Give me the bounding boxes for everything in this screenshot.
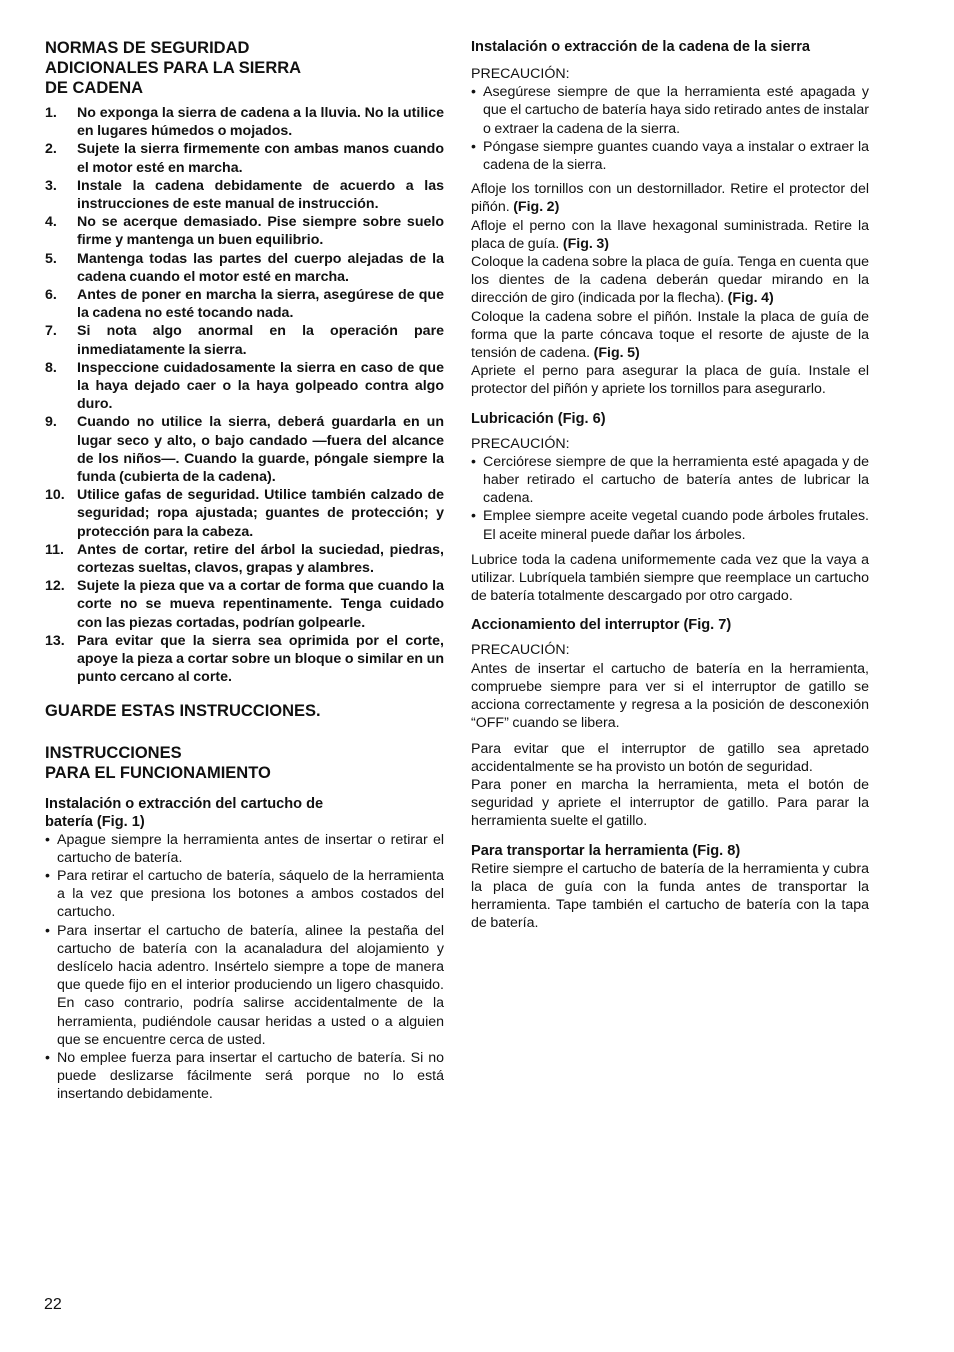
- bullet-dot: •: [45, 867, 50, 884]
- list-item: [45, 922, 444, 1049]
- item-number: 9.: [45, 414, 57, 431]
- chain-paragraph: Apriete el perno para asegurar la placa de guía. Instale el protector del piñón y apriete los tornillos para asegurarlo.: [471, 363, 869, 398]
- item-number: 2.: [45, 141, 57, 158]
- safety-heading: [45, 38, 444, 98]
- bullet-text: Emplee siempre aceite vegetal cuando pode árboles frutales. El aceite mineral puede dañar los árboles.: [483, 508, 869, 543]
- item-text: Cuando no utilice la sierra, deberá guardarla en un lugar seco y alto, o bajo candado —fuera del alcance de los niños—. Cuando la guarde, póngale siempre la funda (cubierta de la cadena).: [77, 414, 444, 486]
- switch-paragraph: Para evitar que el interruptor de gatillo sea apretado accidentalmente se ha provisto un botón de seguridad.: [471, 740, 869, 775]
- item-number: 13.: [45, 632, 65, 649]
- caution-label: PRECAUCIÓN:: [471, 642, 570, 659]
- chain-bullet-list: [471, 83, 869, 174]
- item-text: Inspeccione cuidadosamente la sierra en caso de que la haya dejado caer o la haya golpeado contra algo duro.: [77, 359, 444, 413]
- battery-bullet-list: [45, 831, 444, 1104]
- list-item: [471, 138, 869, 174]
- bullet-dot: •: [471, 508, 476, 525]
- operation-heading-line: INSTRUCCIONES: [45, 743, 182, 762]
- safety-rules-list: [45, 104, 444, 687]
- item-text: Sujete la sierra firmemente con ambas manos cuando el motor esté en marcha.: [77, 141, 444, 176]
- operation-heading-line: PARA EL FUNCIONAMIENTO: [45, 763, 271, 782]
- chain-heading: Instalación o extracción de la cadena de la sierra: [471, 39, 811, 55]
- item-number: 5.: [45, 250, 57, 267]
- list-item: [45, 867, 444, 922]
- bullet-text: No emplee fuerza para insertar el cartucho de batería. Si no puede deslizarse fácilmente será porque no lo está insertando debidamente.: [57, 1049, 444, 1103]
- item-number: 7.: [45, 323, 57, 340]
- paragraph-text: Afloje los tornillos con un destornillador. Retire el protector del piñón.: [471, 181, 869, 216]
- list-item: [45, 250, 444, 286]
- figure-reference: (Fig. 5): [593, 345, 640, 362]
- item-number: 11.: [45, 541, 64, 558]
- list-item: [45, 104, 444, 140]
- bullet-dot: •: [471, 138, 476, 155]
- item-number: 8.: [45, 359, 57, 376]
- item-text: Antes de cortar, retire del árbol la suciedad, piedras, cortezas sueltas, clavos, grapas y alambres.: [77, 541, 444, 577]
- page-number: 22: [44, 1296, 62, 1313]
- paragraph-text: Afloje el perno con la llave hexagonal suministrada. Retire la placa de guía.: [471, 217, 869, 252]
- chain-paragraph: [471, 180, 869, 216]
- chain-paragraph: [471, 253, 869, 308]
- item-number: 12.: [45, 578, 65, 595]
- safety-heading-line: ADICIONALES PARA LA SIERRA: [45, 59, 302, 77]
- list-item: [45, 286, 444, 322]
- paragraph-text: Coloque la cadena sobre el piñón. Instale la placa de guía de forma que la parte cóncava toque el resorte de ajuste de la tensión de cadena.: [471, 308, 869, 362]
- item-text: Si nota algo anormal en la operación pare inmediatamente la sierra.: [77, 323, 444, 358]
- list-item: [45, 322, 444, 358]
- list-item: [45, 213, 444, 249]
- bullet-dot: •: [45, 1049, 50, 1066]
- transport-paragraph: Retire siempre el cartucho de batería de la herramienta y cubra la placa de guía con la funda antes de transportar la herramienta. Tape también el cartucho de batería con la tapa de batería.: [471, 860, 869, 932]
- lubrication-paragraph: Lubrice toda la cadena uniformemente cada vez que la vaya a utilizar. Lubríquela también siempre que reemplace un cartucho de batería totalmente descargado por otro cargado.: [471, 551, 869, 605]
- list-item: [45, 177, 444, 213]
- bullet-dot: •: [45, 922, 50, 939]
- item-number: 10.: [45, 487, 65, 504]
- operation-heading: [45, 743, 444, 783]
- item-text: Para evitar que la sierra sea oprimida por el corte, apoye la pieza a cortar sobre un bloque o similar en un punto cercano al corte.: [77, 632, 444, 686]
- chain-paragraph: [471, 217, 869, 253]
- list-item: [45, 140, 444, 176]
- list-item: [45, 831, 444, 867]
- switch-paragraph: Para poner en marcha la herramienta, meta el botón de seguridad y apriete el interruptor de gatillo. Para parar la herramienta suelte el gatillo.: [471, 776, 869, 830]
- caution-label: PRECAUCIÓN:: [471, 435, 570, 452]
- bullet-dot: •: [471, 453, 476, 470]
- bullet-text: Apague siempre la herramienta antes de insertar o retirar el cartucho de batería.: [57, 831, 444, 866]
- bullet-text: Asegúrese siempre de que la herramienta esté apagada y que el cartucho de batería haya sido retirado antes de instalar o extraer la cadena de la sierra.: [483, 84, 869, 137]
- list-item: [45, 577, 444, 632]
- battery-heading: [45, 795, 444, 831]
- figure-reference: (Fig. 3): [562, 235, 609, 252]
- item-text: Sujete la pieza que va a cortar de forma que cuando la corte no se mueva repentinamente. Tenga cuidado con las piezas cortadas, podrían golpearle.: [77, 578, 444, 631]
- transport-heading: Para transportar la herramienta (Fig. 8): [471, 842, 741, 859]
- bullet-text: Para retirar el cartucho de batería, sáquelo de la herramienta a la vez que presiona los botones a ambos costados del cartucho.: [57, 867, 444, 921]
- bullet-dot: •: [45, 831, 50, 848]
- list-item: [471, 453, 869, 508]
- item-number: 4.: [45, 214, 57, 231]
- bullet-text: Póngase siempre guantes cuando vaya a instalar o extraer la cadena de la sierra.: [483, 138, 869, 174]
- bullet-text: Para insertar el cartucho de batería, alinee la pestaña del cartucho de batería con la acanaladura del alojamiento y deslícelo hacia adentro. Insértelo siempre a tope de manera que quede fijo en el interior produciendo un ligero chasquido. En caso contrario, podría salirse accidentalmente de la herramienta, pudiéndole causar heridas a usted o a alguien que se encuentre cerca de usted.: [57, 922, 444, 1048]
- keep-instructions-heading: GUARDE ESTAS INSTRUCCIONES.: [45, 701, 321, 720]
- battery-heading-line: Instalación o extracción del cartucho de: [45, 795, 324, 812]
- chain-paragraph: [471, 308, 869, 363]
- caution-label: PRECAUCIÓN:: [471, 66, 570, 82]
- bullet-dot: •: [471, 84, 476, 101]
- lubrication-heading: Lubricación (Fig. 6): [471, 410, 606, 427]
- list-item: [471, 507, 869, 543]
- item-text: Instale la cadena debidamente de acuerdo a las instrucciones de este manual de instrucción.: [77, 177, 444, 213]
- figure-reference: (Fig. 2): [513, 199, 560, 216]
- list-item: [45, 359, 444, 414]
- switch-paragraph: Antes de insertar el cartucho de batería en la herramienta, compruebe siempre para ver si el interruptor de gatillo se acciona correctamente y regresa a la posición de desconexión “OFF” cuando se libera.: [471, 660, 869, 732]
- list-item: [471, 83, 869, 138]
- item-text: Utilice gafas de seguridad. Utilice también calzado de seguridad; ropa ajustada; guantes de protección; y protección para la cabeza.: [77, 487, 444, 540]
- item-number: 6.: [45, 287, 57, 304]
- left-column: [45, 38, 444, 1104]
- switch-heading: Accionamiento del interruptor (Fig. 7): [471, 617, 732, 634]
- lubrication-bullet-list: [471, 453, 869, 544]
- item-text: Mantenga todas las partes del cuerpo alejadas de la cadena cuando el motor esté en marcha.: [77, 250, 444, 285]
- figure-reference: (Fig. 4): [727, 290, 774, 307]
- list-item: [45, 632, 444, 687]
- paragraph-text: Coloque la cadena sobre la placa de guía. Tenga en cuenta que los dientes de la cadena deberán quedar mirando en la dirección de giro (indicada por la flecha).: [471, 254, 869, 307]
- item-number: 3.: [45, 177, 57, 194]
- item-number: 1.: [45, 105, 57, 121]
- list-item: [45, 486, 444, 541]
- list-item: [45, 413, 444, 486]
- list-item: [45, 1049, 444, 1104]
- safety-heading-line: DE CADENA: [45, 79, 144, 97]
- item-text: Antes de poner en marcha la sierra, asegúrese de que la cadena no esté tocando nada.: [77, 287, 444, 322]
- item-text: No exponga la sierra de cadena a la lluvia. No la utilice en lugares húmedos o mojados.: [77, 105, 444, 140]
- battery-heading-line: batería (Fig. 1): [45, 813, 145, 830]
- item-text: No se acerque demasiado. Pise siempre sobre suelo firme y mantenga un buen equilibrio.: [77, 214, 444, 249]
- right-column: [471, 38, 869, 932]
- bullet-text: Cerciórese siempre de que la herramienta esté apagada y de haber retirado el cartucho de batería antes de lubricar la cadena.: [483, 453, 869, 507]
- safety-heading-line: NORMAS DE SEGURIDAD: [45, 39, 250, 57]
- list-item: [45, 541, 444, 577]
